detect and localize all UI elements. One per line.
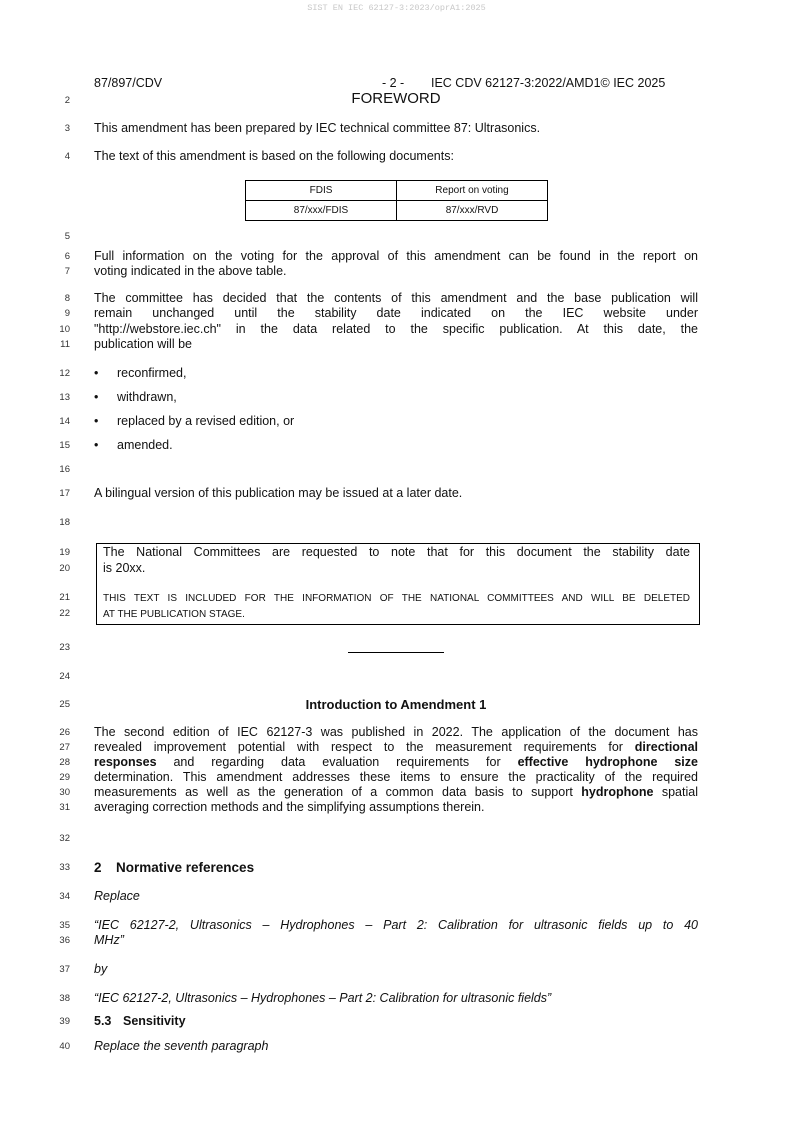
instruction: Replace the seventh paragraph [94, 1039, 269, 1053]
line-number: 10 [59, 324, 70, 335]
line-number: 5 [64, 231, 70, 242]
line-number: 6 [64, 251, 70, 262]
watermark: SIST EN IEC 62127-3:2023/oprA1:2025 [307, 3, 486, 13]
reference-line: “IEC 62127-2, Ultrasonics – Hydrophones – Part 2: Calibration for ultrasonic fields up to 40 [94, 918, 698, 932]
bullet-icon: • [94, 414, 99, 428]
line-number: 21 [59, 592, 70, 603]
note-caps-line: THIS TEXT IS INCLUDED FOR THE INFORMATION OF THE NATIONAL COMMITTEES AND WILL BE DELETED [103, 593, 690, 604]
line-number: 33 [59, 862, 70, 873]
header-reference: IEC CDV 62127-3:2022/AMD1© IEC 2025 [431, 76, 666, 90]
instruction: by [94, 962, 108, 976]
paragraph-line: Full information on the voting for the approval of this amendment can be found in the report on [94, 249, 698, 263]
line-number: 30 [59, 787, 70, 798]
paragraph: This amendment has been prepared by IEC technical committee 87: Ultrasonics. [94, 121, 541, 135]
paragraph-line: "http://webstore.iec.ch" in the data related to the specific publication. At this date, the [94, 322, 698, 336]
line-number: 24 [59, 671, 70, 682]
line-number: 3 [64, 123, 70, 134]
table-cell: 87/xxx/RVD [397, 201, 548, 221]
paragraph-line: The committee has decided that the contents of this amendment and the base publication will [94, 291, 698, 305]
line-number: 20 [59, 563, 70, 574]
paragraph-line: voting indicated in the above table. [94, 264, 287, 278]
line-number: 4 [64, 151, 70, 162]
paragraph-line: measurements as well as the generation of a common data basis to support hydrophone spatial [94, 785, 698, 799]
paragraph-line: remain unchanged until the stability date indicated on the IEC website under [94, 306, 698, 320]
note-line: is 20xx. [103, 561, 146, 575]
bullet-item: • reconfirmed, [94, 366, 187, 380]
bullet-item: • amended. [94, 438, 173, 452]
note-caps-line: AT THE PUBLICATION STAGE. [103, 609, 245, 620]
bullet-item: • replaced by a revised edition, or [94, 414, 295, 428]
line-number: 40 [59, 1041, 70, 1052]
line-number: 29 [59, 772, 70, 783]
line-number: 12 [59, 368, 70, 379]
line-number: 31 [59, 802, 70, 813]
line-number: 26 [59, 727, 70, 738]
section-heading: 2 Normative references [94, 860, 255, 875]
line-number: 16 [59, 464, 70, 475]
line-number: 7 [64, 266, 70, 277]
paragraph-line: determination. This amendment addresses these items to ensure the practicality of the required [94, 770, 698, 784]
line-number: 25 [59, 699, 70, 710]
reference-line: MHz” [94, 933, 124, 947]
bullet-item: • withdrawn, [94, 390, 177, 404]
line-number: 34 [59, 891, 70, 902]
line-number: 15 [59, 440, 70, 451]
line-number: 28 [59, 757, 70, 768]
bullet-icon: • [94, 366, 99, 380]
line-number: 8 [64, 293, 70, 304]
instruction: Replace [94, 889, 140, 903]
intro-title: Introduction to Amendment 1 [305, 697, 487, 712]
paragraph-line: revealed improvement potential with respect to the measurement requirements for directional [94, 740, 698, 754]
header-page-number: - 2 - [382, 76, 405, 90]
separator-rule [348, 652, 444, 653]
foreword-title: FOREWORD [351, 90, 441, 107]
line-number: 39 [59, 1016, 70, 1027]
line-number: 9 [64, 308, 70, 319]
table-cell: 87/xxx/FDIS [246, 201, 397, 221]
line-number: 11 [60, 339, 70, 350]
line-number: 27 [59, 742, 70, 753]
paragraph: A bilingual version of this publication may be issued at a later date. [94, 486, 463, 500]
line-number: 22 [59, 608, 70, 619]
paragraph-line: responses and regarding data evaluation requirements for effective hydrophone size [94, 755, 698, 769]
line-number: 2 [64, 95, 70, 106]
header-doc-id: 87/897/CDV [94, 76, 163, 90]
subsection-heading: 5.3 Sensitivity [94, 1014, 186, 1028]
line-number: 14 [59, 416, 70, 427]
line-number: 23 [59, 642, 70, 653]
paragraph-line: averaging correction methods and the simplifying assumptions therein. [94, 800, 485, 814]
paragraph: The text of this amendment is based on the following documents: [94, 149, 454, 163]
reference-line: “IEC 62127-2, Ultrasonics – Hydrophones – Part 2: Calibration for ultrasonic fields” [94, 991, 552, 1005]
bullet-icon: • [94, 438, 99, 452]
line-number: 37 [59, 964, 70, 975]
paragraph-line: The second edition of IEC 62127-3 was published in 2022. The application of the document has [94, 725, 698, 739]
voting-documents-table [245, 180, 548, 221]
line-number: 17 [59, 488, 70, 499]
line-number: 36 [59, 935, 70, 946]
bullet-icon: • [94, 390, 99, 404]
table-header: FDIS [246, 181, 397, 201]
line-number: 32 [59, 833, 70, 844]
line-number: 35 [59, 920, 70, 931]
line-number: 18 [59, 517, 70, 528]
line-number: 38 [59, 993, 70, 1004]
paragraph-line: publication will be [94, 337, 192, 351]
table-header: Report on voting [397, 181, 548, 201]
line-number: 13 [59, 392, 70, 403]
line-number: 19 [59, 547, 70, 558]
note-line: The National Committees are requested to note that for this document the stability date [103, 545, 690, 559]
